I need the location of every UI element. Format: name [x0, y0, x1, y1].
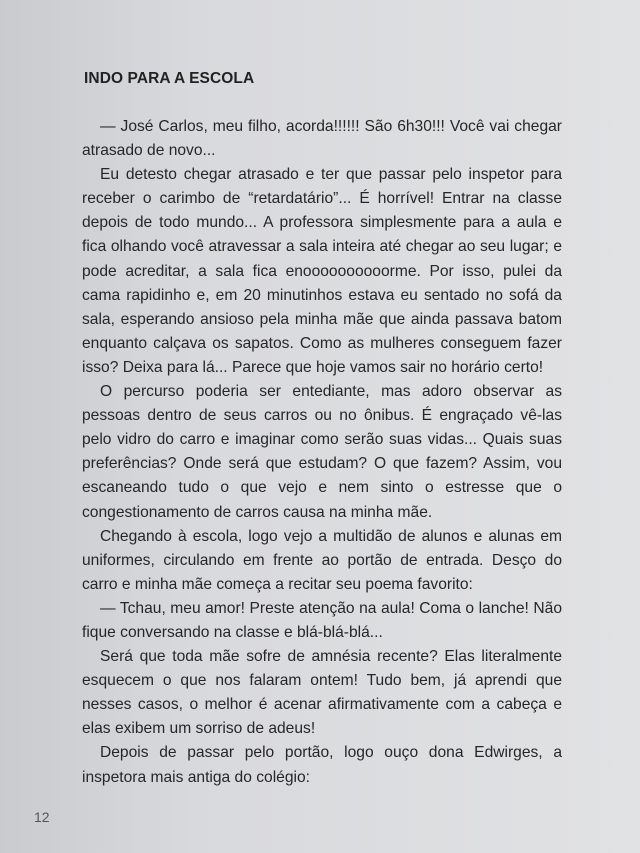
paragraph: O percurso poderia ser entediante, mas adoro observar as pessoas dentro de seus carros ou no ônibus. É engraçado vê-las pelo vidro do carro e imaginar como serão suas vidas... Quais suas preferências? Onde será que estudam? O que fazem? Assim, vou escaneando tudo o que vejo e nem sinto o estresse que o congestionamento de carros causa na minha mãe. — [82, 383, 562, 521]
paragraph: Depois de passar pelo portão, logo ouço dona Edwirges, a inspetora mais antiga do colégio: — [82, 744, 562, 786]
paragraph: Eu detesto chegar atrasado e ter que passar pelo inspetor para receber o carimbo de “retardatário”... É horrível! Entrar na classe depois de todo mundo... A professora simplesmente para a aula e fica olhando você atravessar a sala inteira até chegar ao seu lugar; e pode acreditar, a sala fica enoooooooooorme. Por isso, pulei da cama rapidinho e, em 20 minutinhos estava eu sentado no sofá da sala, esperando ansioso pela minha mãe que ainda passava batom enquanto calçava os sapatos. Como as mulheres conseguem fazer isso? Deixa para lá... Parece que hoje vamos sair no horário certo! — [82, 166, 562, 376]
paragraph: Será que toda mãe sofre de amnésia recente? Elas literalmente esquecem o que nos falaram ontem! Tudo bem, já aprendi que nesses casos, o melhor é acenar afirmativamente com a cabeça e elas exibem um sorriso de adeus! — [82, 648, 562, 738]
paragraph: Chegando à escola, logo vejo a multidão de alunos e alunas em uniformes, circulando em frente ao portão de entrada. Desço do carro e minha mãe começa a recitar seu poema favorito: — [82, 527, 562, 593]
paragraph: — José Carlos, meu filho, acorda!!!!!! São 6h30!!! Você vai chegar atrasado de novo... — [82, 118, 562, 160]
paragraph: — Tchau, meu amor! Preste atenção na aula! Coma o lanche! Não fique conversando na classe e blá-blá-blá... — [82, 599, 562, 641]
page-number: 12 — [34, 809, 50, 825]
chapter-title: INDO PARA A ESCOLA — [84, 70, 255, 87]
body-text — [82, 115, 562, 790]
